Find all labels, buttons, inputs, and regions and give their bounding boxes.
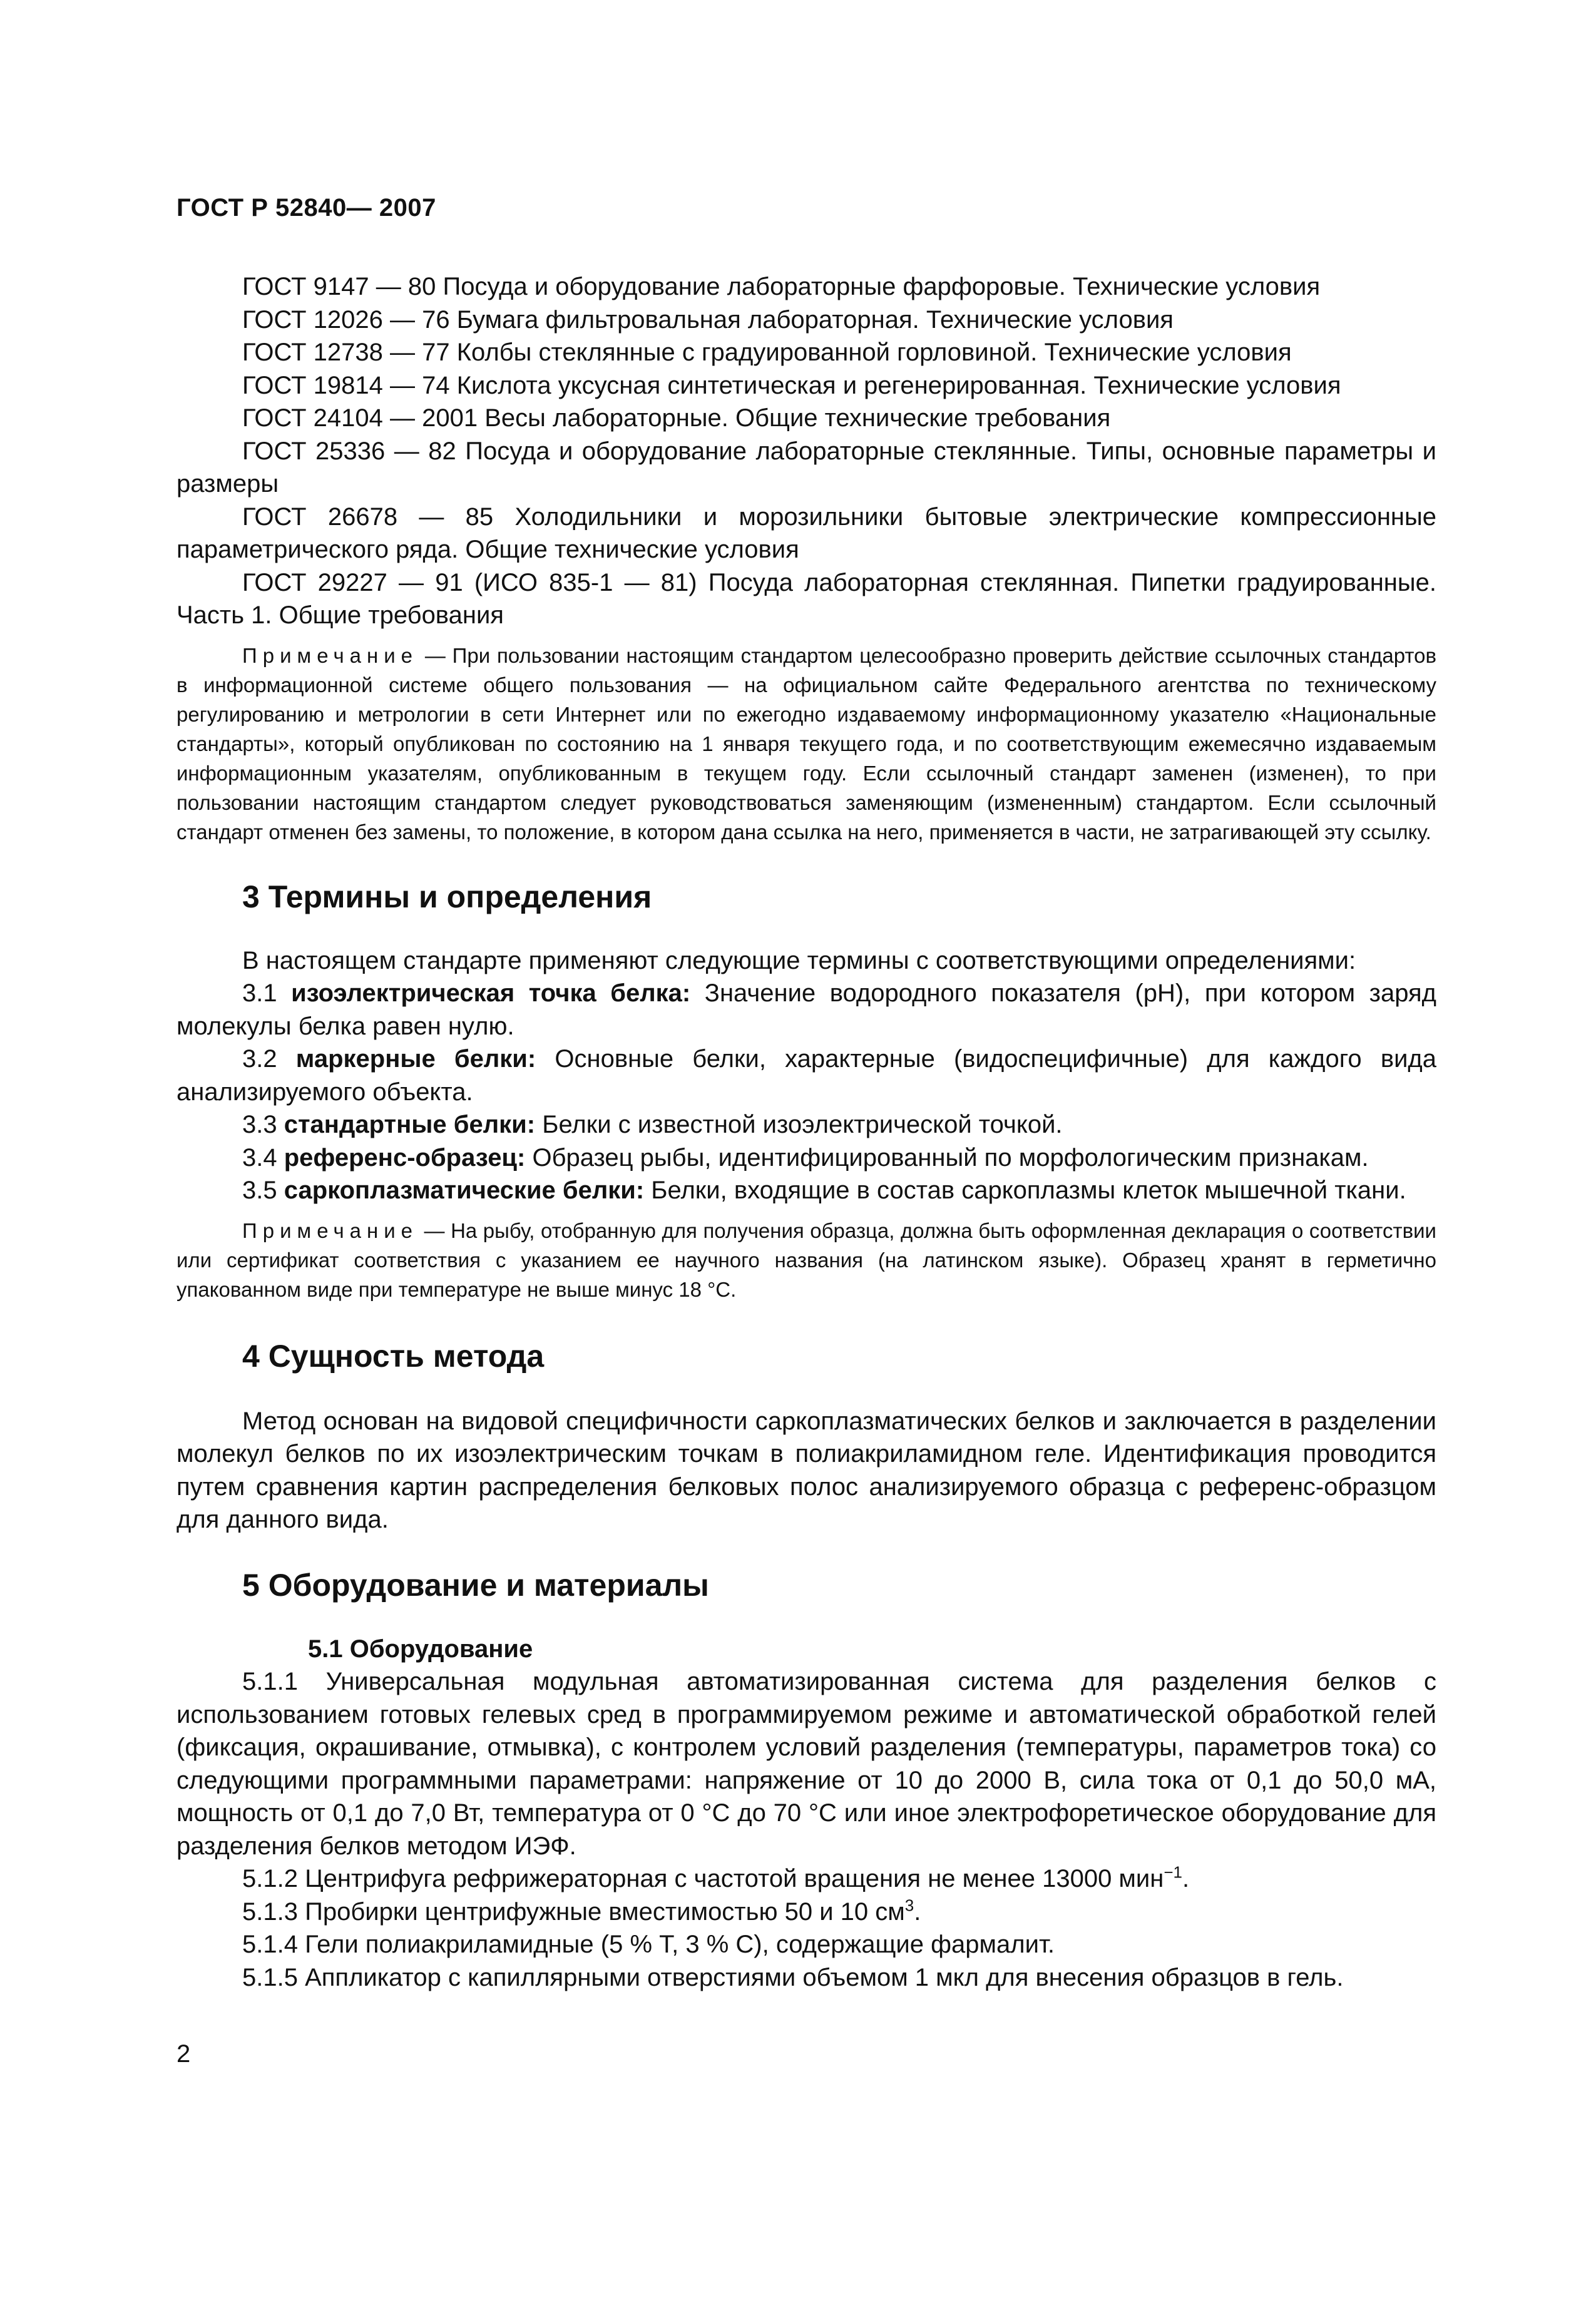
reference-item: ГОСТ 25336 — 82 Посуда и оборудование лабораторные стеклянные. Типы, основные параметры и размеры xyxy=(176,437,1436,498)
reference-item: ГОСТ 19814 — 74 Кислота уксусная синтетическая и регенерированная. Технические условия xyxy=(242,371,1341,399)
equipment-item: 5.1.5 Аппликатор с капиллярными отверстиями объемом 1 мкл для внесения образцов в гель. xyxy=(242,1963,1344,1991)
reference-item: ГОСТ 24104 — 2001 Весы лабораторные. Общие технические требования xyxy=(242,404,1111,432)
term-definition: 3.1 изоэлектрическая точка белка: Значение водородного показателя (pH), при котором заряд молекулы белка равен нулю. xyxy=(176,979,1436,1040)
reference-item: ГОСТ 26678 — 85 Холодильники и морозильники бытовые электрические компрессионные параметрического ряда. Общие технические условия xyxy=(176,503,1436,563)
section-4-text: Метод основан на видовой специфичности саркоплазматических белков и заключается в разделении молекул белков по их изоэлектрическим точкам в полиакриламидном геле. Идентификация проводится путем сравнения картин распределения белковых полос анализируемого образца с референс-образцом для данного вида. xyxy=(176,1407,1436,1533)
note-text: — При пользовании настоящим стандартом целесообразно проверить действие ссылочных стандартов в информационной системе общего пользования — на официальном сайте Федерального агентства по техническому регулированию и метрологии в сети Интернет или по ежегодно издаваемому информационному указателю «Национальные стандарты», который опубликован по состоянию на 1 января текущего года, и по соответствующим ежемесячно издаваемым информационным указателям, опубликованным в текущем году. Если ссылочный стандарт заменен (изменен), то при пользовании настоящим стандартом следует руководствоваться заменяющим (измененным) стандартом. Если ссылочный стандарт отменен без замены, то положение, в котором дана ссылка на него, применяется в части, не затрагивающей эту ссылку. xyxy=(176,643,1436,844)
note-references xyxy=(176,641,1436,847)
term-definition: 3.2 маркерные белки: Основные белки, характерные (видоспецифичные) для каждого вида анализируемого объекта. xyxy=(176,1045,1437,1106)
term-name: референс-образец: xyxy=(284,1143,526,1172)
term-name: изоэлектрическая точка белка: xyxy=(291,979,691,1007)
equipment-item: 5.1.4 Гели полиакриламидные (5 % Т, 3 % С), содержащие фармалит. xyxy=(242,1931,1055,1958)
reference-item: ГОСТ 12738 — 77 Колбы стеклянные с градуированной горловиной. Технические условия xyxy=(242,339,1292,366)
section-3-title: 3 Термины и определения xyxy=(242,879,652,914)
section-5-title: 5 Оборудование и материалы xyxy=(242,1567,709,1603)
subsection-5-1-title: 5.1 Оборудование xyxy=(308,1635,533,1663)
note-text: — На рыбу, отобранную для получения образца, должна быть оформленная декларация о соответствии или сертификат соответствия с указанием ее научного названия (на латинском языке). Образец хранят в герметично упакованном виде при температуре не выше минус 18 °С. xyxy=(176,1218,1436,1301)
equipment-item: 5.1.1 Универсальная модульная автоматизированная система для разделения белков с использованием готовых гелевых сред в программируемом режиме и автоматической обработкой гелей (фиксация, окрашивание, отмывка), с контролем условий разделения (температуры, параметров тока) со следующими программными параметрами: напряжение от 10 до 2000 В, сила тока от 0,1 до 50,0 мА, мощность от 0,1 до 7,0 Вт, температура от 0 °С до 70 °С или иное электрофоретическое оборудование для разделения белков методом ИЭФ. xyxy=(176,1668,1436,1860)
term-definition: 3.5 саркоплазматические белки: Белки, входящие в состав саркоплазмы клеток мышечной ткани. xyxy=(242,1177,1406,1204)
document-header: ГОСТ Р 52840— 2007 xyxy=(176,194,436,222)
reference-item: ГОСТ 12026 — 76 Бумага фильтровальная лабораторная. Технические условия xyxy=(242,305,1174,334)
term-name: саркоплазматические белки: xyxy=(284,1177,645,1204)
note-terms xyxy=(176,1216,1436,1304)
term-definition: 3.4 референс-образец: Образец рыбы, идентифицированный по морфологическим признакам. xyxy=(242,1143,1369,1172)
equipment-item: 5.1.3 Пробирки центрифужные вместимостью 50 и 10 $см^3$. xyxy=(242,1896,921,1926)
reference-item: ГОСТ 29227 — 91 (ИСО 835-1 — 81) Посуда лабораторная стеклянная. Пипетки градуированные. Часть 1. Общие требования xyxy=(176,568,1436,629)
section-4-title: 4 Сущность метода xyxy=(242,1338,545,1374)
term-definition: 3.3 стандартные белки: Белки с известной изоэлектрической точкой. xyxy=(242,1111,1063,1138)
term-name: стандартные белки: xyxy=(284,1111,536,1138)
term-name: маркерные белки: xyxy=(295,1045,536,1073)
reference-item: ГОСТ 9147 — 80 Посуда и оборудование лабораторные фарфоровые. Технические условия xyxy=(242,273,1321,300)
note-label: Примечание xyxy=(242,643,419,667)
equipment-item: 5.1.2 Центрифуга рефрижераторная с частотой вращения не менее 13000 мин$^{-1}$. xyxy=(242,1862,1190,1892)
page-number: 2 xyxy=(176,2040,191,2068)
page-content xyxy=(176,270,1436,1994)
section-3-intro: В настоящем стандарте применяют следующие термины с соответствующими определениями: xyxy=(242,946,1356,974)
note-label: Примечание xyxy=(242,1218,419,1242)
